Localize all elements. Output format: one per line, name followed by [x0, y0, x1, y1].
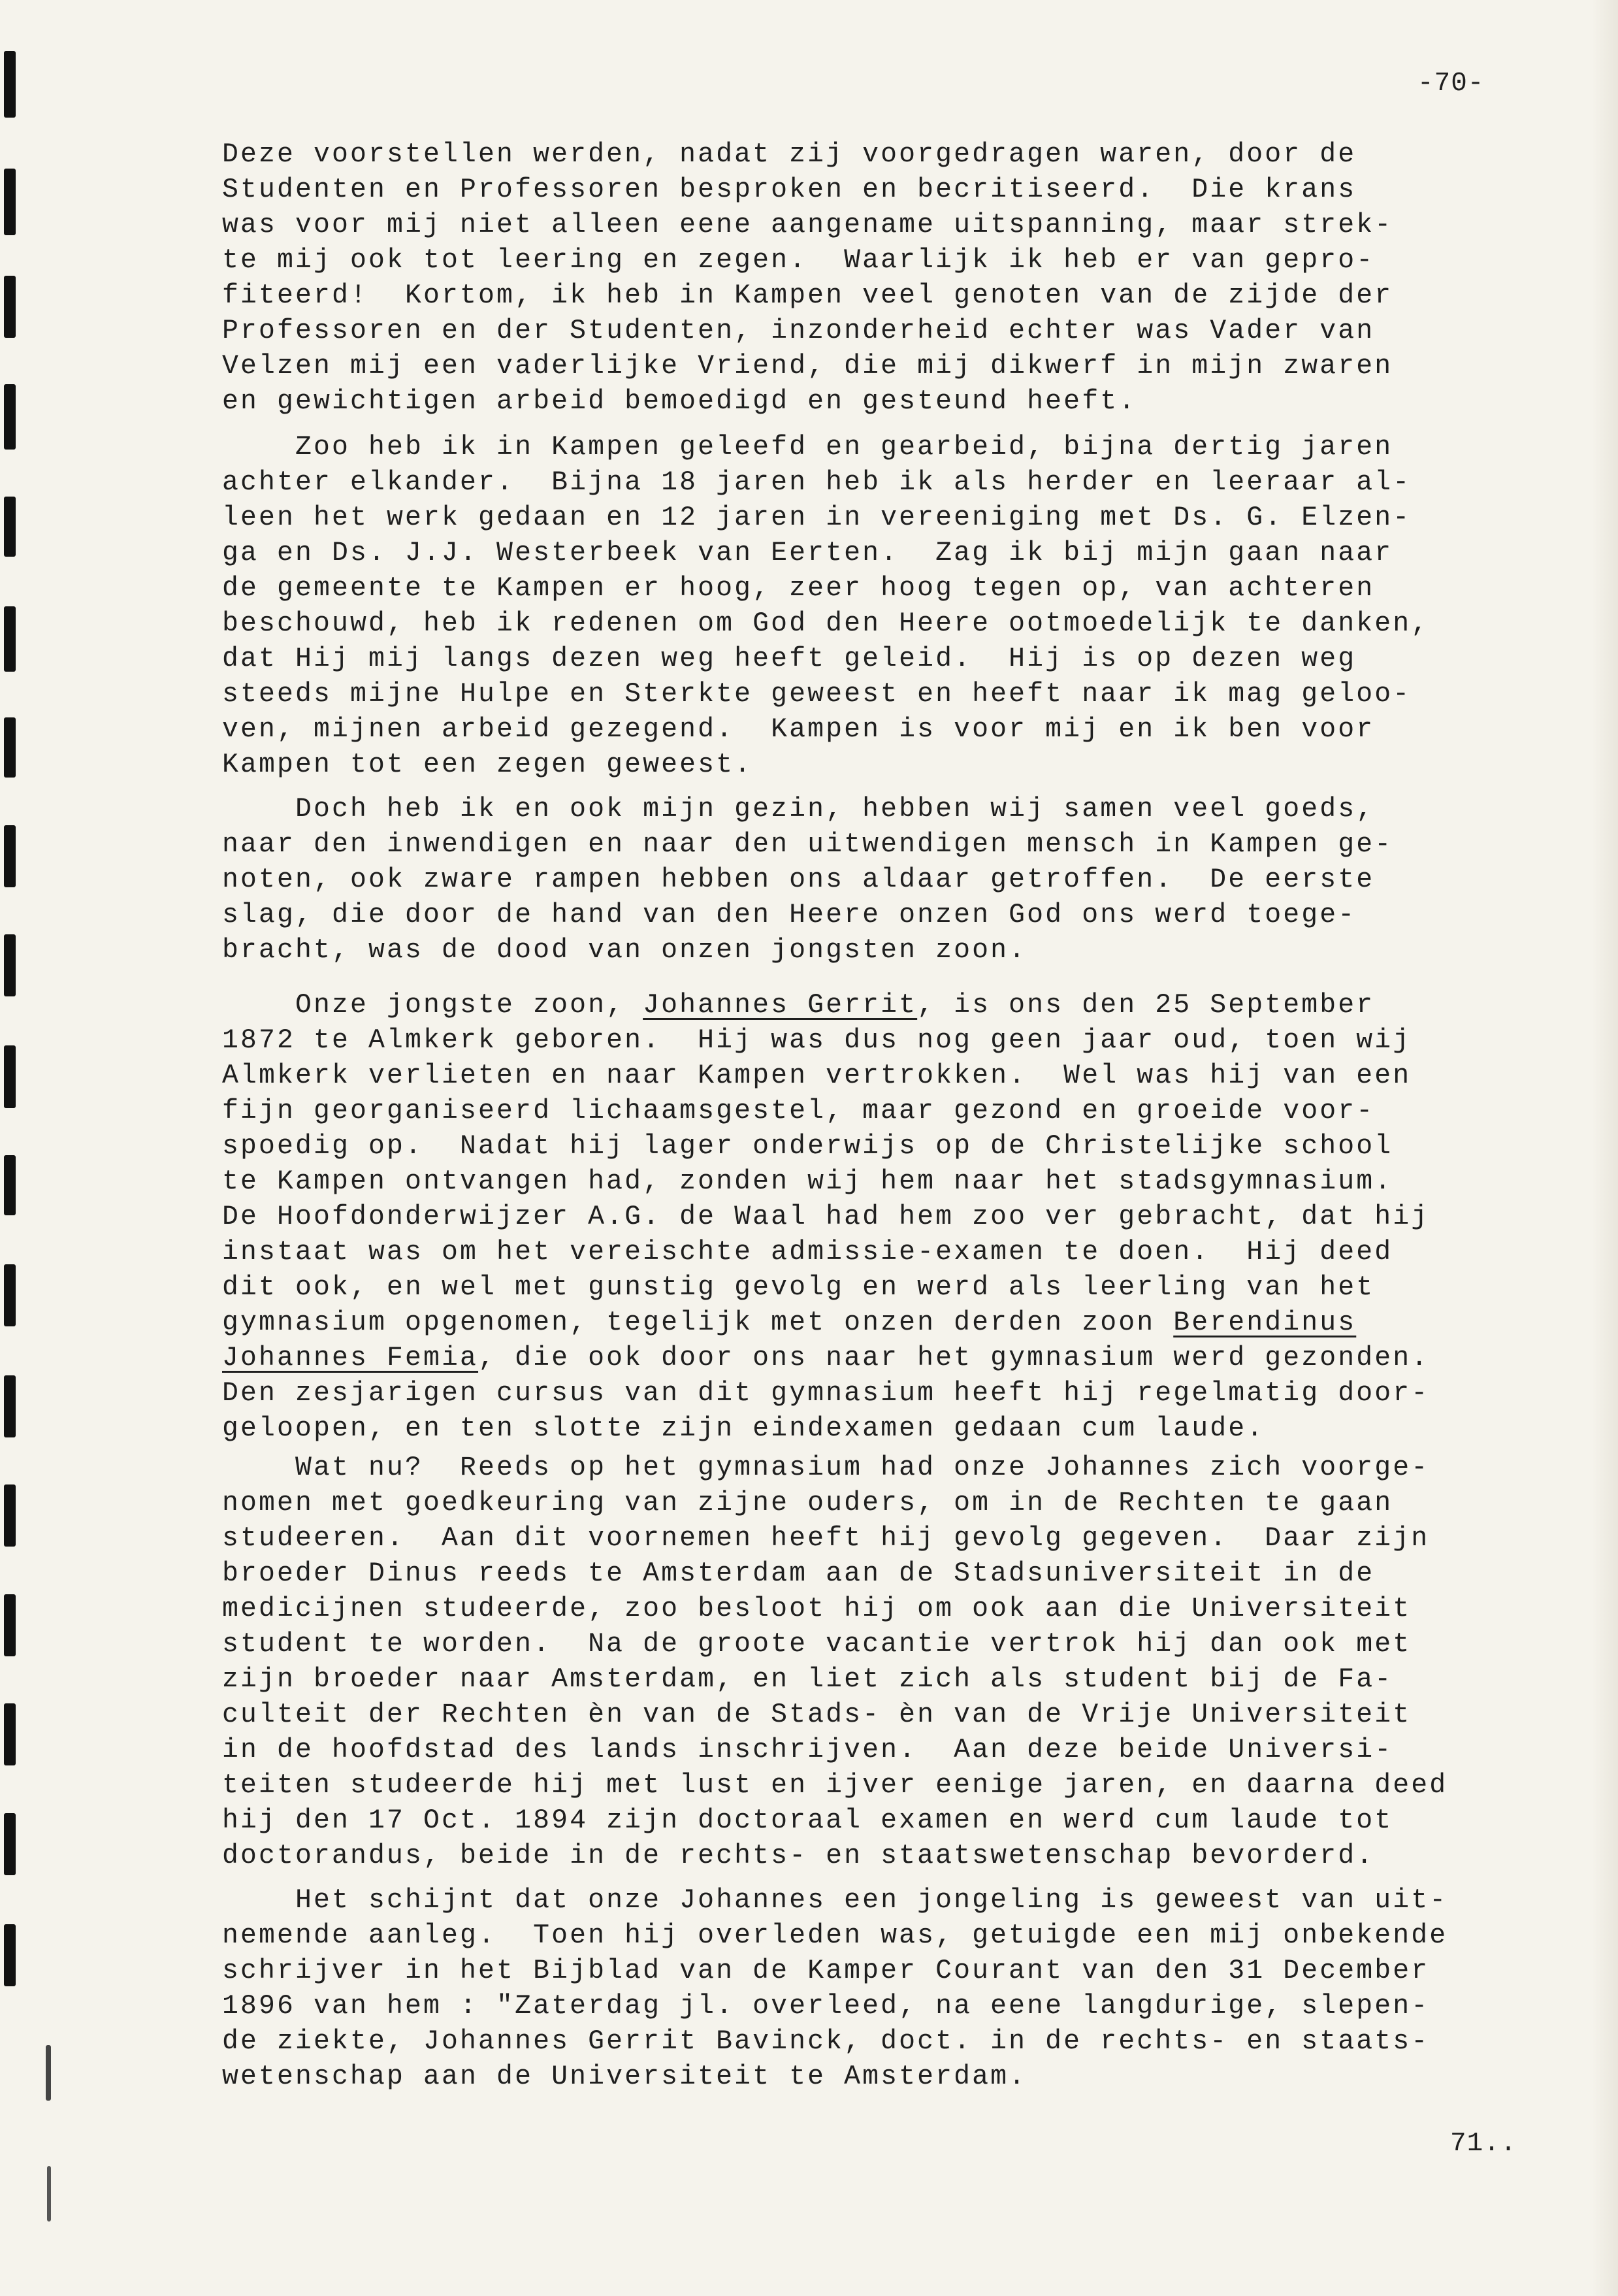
binding-hole — [4, 169, 16, 235]
text-line: bracht, was de dood van onzen jongsten zoon. — [222, 935, 1027, 966]
text-line: Johannes Femia, die ook door ons naar het gymnasium werd gezonden. — [222, 1343, 1430, 1373]
text-line: de gemeente te Kampen er hoog, zeer hoog tegen op, van achteren — [222, 573, 1375, 604]
binding-hole — [4, 1594, 16, 1656]
paragraph-2 — [222, 430, 1555, 783]
text-line: Den zesjarigen cursus van dit gymnasium heeft hij regelmatig door- — [222, 1378, 1430, 1409]
text-line: Deze voorstellen werden, nadat zij voorgedragen waren, door de — [222, 139, 1357, 170]
text-line: steeds mijne Hulpe en Sterkte geweest en heeft naar ik mag geloo- — [222, 679, 1412, 710]
binding-hole — [4, 276, 16, 338]
text-line: hij den 17 Oct. 1894 zijn doctoraal examen en werd cum laude tot — [222, 1805, 1393, 1836]
binding-hole — [4, 934, 16, 996]
binding-hole — [4, 606, 16, 672]
text-line: in de hoofdstad des lands inschrijven. Aan deze beide Universi- — [222, 1735, 1393, 1765]
page-edge — [1592, 0, 1618, 2296]
text-line: broeder Dinus reeds te Amsterdam aan de Stadsuniversiteit in de — [222, 1558, 1375, 1589]
text-line: 1896 van hem : "Zaterdag jl. overleed, na eene langdurige, slepen- — [222, 1991, 1430, 2022]
text-line: geloopen, en ten slotte zijn eindexamen gedaan cum laude. — [222, 1413, 1265, 1444]
text-line: medicijnen studeerde, zoo besloot hij om ook aan die Universiteit — [222, 1594, 1412, 1624]
text-line: slag, die door de hand van den Heere onzen God ons werd toege- — [222, 900, 1357, 930]
text-line: fijn georganiseerd lichaamsgestel, maar gezond en groeide voor- — [222, 1096, 1375, 1126]
page-number: -70- — [1417, 69, 1485, 99]
binding-hole — [4, 497, 16, 557]
text-line: en gewichtigen arbeid bemoedigd en gesteund heeft. — [222, 386, 1137, 417]
text-line: te Kampen ontvangen had, zonden wij hem naar het stadsgymnasium. — [222, 1166, 1393, 1197]
text-line: te mij ook tot leering en zegen. Waarlijk ik heb er van gepro- — [222, 245, 1375, 276]
text-line: student te worden. Na de groote vacantie vertrok hij dan ook met — [222, 1629, 1412, 1660]
binding-hole — [4, 1924, 16, 1986]
text-line: achter elkander. Bijna 18 jaren heb ik als herder en leeraar al- — [222, 467, 1412, 498]
text-line: doctorandus, beide in de rechts- en staatswetenschap bevorderd. — [222, 1841, 1375, 1871]
paragraph-5 — [222, 1451, 1555, 1874]
text-line: Zoo heb ik in Kampen geleefd en gearbeid, bijna dertig jaren — [222, 432, 1393, 463]
text-line: ven, mijnen arbeid gezegend. Kampen is voor mij en ik ben voor — [222, 714, 1375, 745]
text-line: Onze jongste zoon, Johannes Gerrit, is ons den 25 September — [222, 990, 1375, 1021]
underlined-name: Berendinus — [1173, 1307, 1357, 1338]
text-line: 1872 te Almkerk geboren. Hij was dus nog geen jaar oud, toen wij — [222, 1025, 1412, 1056]
binding-hole — [4, 1375, 16, 1437]
text-line: dit ook, en wel met gunstig gevolg en werd als leerling van het — [222, 1272, 1375, 1303]
binding-hole — [4, 1045, 16, 1108]
binding-hole — [4, 1813, 16, 1875]
paragraph-1 — [222, 137, 1555, 419]
text-line: ga en Ds. J.J. Westerbeek van Eerten. Zag ik bij mijn gaan naar — [222, 538, 1393, 568]
paragraph-4 — [222, 988, 1555, 1447]
paragraph-3 — [222, 792, 1555, 968]
binding-hole — [4, 1264, 16, 1326]
text-line: leen het werk gedaan en 12 jaren in vereeniging met Ds. G. Elzen- — [222, 502, 1412, 533]
text-line: Kampen tot een zegen geweest. — [222, 749, 753, 780]
text-line: culteit der Rechten èn van de Stads- èn van de Vrije Universiteit — [222, 1699, 1412, 1730]
binding-hole — [4, 51, 16, 118]
text-line: Wat nu? Reeds op het gymnasium had onze Johannes zich voorge- — [222, 1452, 1430, 1483]
text-line: Het schijnt dat onze Johannes een jongeling is geweest van uit- — [222, 1885, 1448, 1916]
binding-hole — [47, 2166, 51, 2222]
text-line: nemende aanleg. Toen hij overleden was, getuigde een mij onbekende — [222, 1920, 1448, 1951]
text-line: gymnasium opgenomen, tegelijk met onzen derden zoon Berendinus — [222, 1307, 1357, 1338]
text-line: De Hoofdonderwijzer A.G. de Waal had hem zoo ver gebracht, dat hij — [222, 1202, 1430, 1232]
text-line: nomen met goedkeuring van zijne ouders, om in de Rechten te gaan — [222, 1488, 1393, 1518]
text-line: naar den inwendigen en naar den uitwendigen mensch in Kampen ge- — [222, 829, 1393, 860]
paragraph-6 — [222, 1883, 1555, 2095]
text-line: beschouwd, heb ik redenen om God den Heere ootmoedelijk te danken, — [222, 608, 1430, 639]
text-line: Almkerk verlieten en naar Kampen vertrokken. Wel was hij van een — [222, 1060, 1412, 1091]
next-page-marker: 71.. — [1450, 2129, 1517, 2159]
text-line: Studenten en Professoren besproken en becritiseerd. Die krans — [222, 174, 1357, 205]
text-line: fiteerd! Kortom, ik heb in Kampen veel genoten van de zijde der — [222, 280, 1393, 311]
text-line: instaat was om het vereischte admissie-examen te doen. Hij deed — [222, 1237, 1393, 1268]
text-line: dat Hij mij langs dezen weg heeft geleid. Hij is op dezen weg — [222, 644, 1357, 674]
text-line: schrijver in het Bijblad van de Kamper Courant van den 31 December — [222, 1956, 1430, 1986]
text-line: noten, ook zware rampen hebben ons aldaar getroffen. De eerste — [222, 864, 1375, 895]
binding-hole — [4, 384, 16, 450]
text-line: Velzen mij een vaderlijke Vriend, die mij dikwerf in mijn zwaren — [222, 351, 1393, 382]
text-line: Doch heb ik en ook mijn gezin, hebben wij samen veel goeds, — [222, 794, 1375, 825]
text-line: de ziekte, Johannes Gerrit Bavinck, doct. in de rechts- en staats- — [222, 2026, 1430, 2057]
binding-hole — [4, 825, 16, 887]
underlined-name: Johannes Femia — [222, 1343, 479, 1373]
text-line: Professoren en der Studenten, inzonderheid echter was Vader van — [222, 316, 1375, 346]
binding-hole — [4, 1703, 16, 1765]
text-line: spoedig op. Nadat hij lager onderwijs op de Christelijke school — [222, 1131, 1393, 1162]
binding-hole — [4, 1484, 16, 1547]
binding-hole — [46, 2045, 51, 2101]
text-line: studeeren. Aan dit voornemen heeft hij gevolg gegeven. Daar zijn — [222, 1523, 1430, 1554]
text-line: teiten studeerde hij met lust en ijver eenige jaren, en daarna deed — [222, 1770, 1448, 1801]
text-line: was voor mij niet alleen eene aangename uitspanning, maar strek- — [222, 210, 1393, 240]
binding-hole — [4, 717, 16, 778]
binding-hole — [4, 1155, 16, 1215]
text-line: zijn broeder naar Amsterdam, en liet zich als student bij de Fa- — [222, 1664, 1393, 1695]
underlined-name: Johannes Gerrit — [643, 990, 918, 1021]
text-line: wetenschap aan de Universiteit te Amsterdam. — [222, 2061, 1027, 2092]
